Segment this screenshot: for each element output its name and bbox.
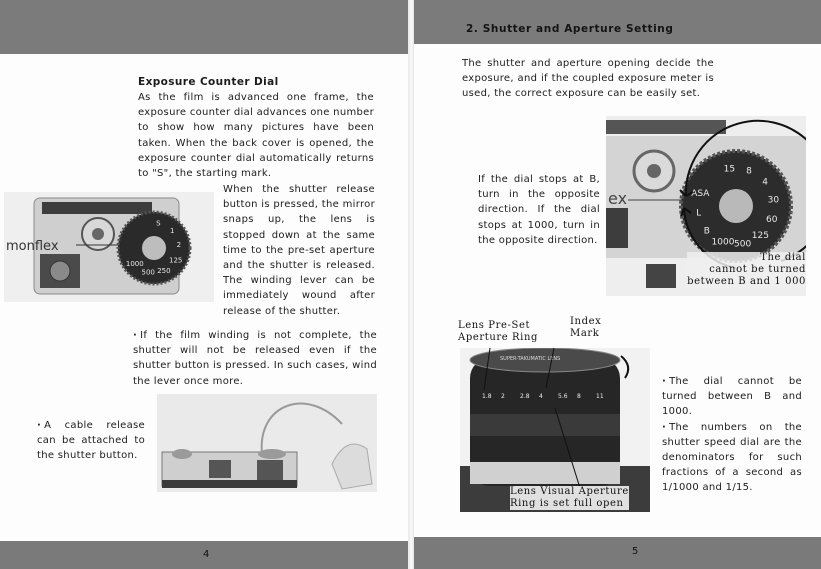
dial-mark: 1000 [125, 260, 144, 269]
bottom-gray-band [0, 541, 410, 569]
dial-mark: 500 [141, 268, 155, 277]
dial-mark: ASA [691, 189, 710, 199]
lens-name-text: SUPER-TAKUMATIC LENS [500, 356, 561, 362]
index-mark-caption [570, 316, 601, 340]
dial-mark: 15 [723, 164, 736, 175]
dial-stop-text: If the dial stops at B, turn in the opposite direction. If the dial stops at 1000, turn in the opposite direction. [478, 174, 600, 246]
left-page [0, 0, 410, 569]
dial-caption-line: between B and 1 000 [687, 276, 806, 287]
dial-mark: 8 [746, 166, 752, 177]
dial-mark: 60 [765, 215, 778, 225]
dial-note: · The dial cannot be turned between B and 1000. [662, 374, 802, 420]
aperture-mark: 4 [539, 393, 543, 400]
caption-line: Lens Pre-Set [458, 320, 531, 331]
dial-mark: S [156, 219, 161, 228]
dial-mark: 1 [169, 226, 175, 235]
hand-icon [332, 444, 372, 489]
brand-text: monflex [6, 239, 59, 254]
caption-line: Index [570, 316, 602, 327]
page-number-right: 5 [632, 546, 639, 557]
dial-mark: L [696, 208, 702, 219]
cable-icon [262, 404, 342, 454]
shutter-release-text: When the shutter release button is pressed, the mirror snaps up, the lens is stopped down at the same time to the pre-set aperture and the shutter is released. The winding lever can be immediately wound after release of the shutter. [223, 184, 375, 317]
dial-caption-line: cannot be turned [709, 264, 806, 275]
dial-mark: 125 [751, 231, 769, 242]
aperture-mark: 8 [577, 393, 581, 400]
dial-mark: 125 [169, 256, 183, 265]
dial-mark: 1000 [711, 237, 735, 248]
bottom-gray-band [414, 537, 821, 569]
turn-arrow-icon [621, 356, 628, 378]
brand-text: ex [608, 189, 628, 208]
aperture-mark: 2.8 [520, 393, 530, 400]
dial-mark: 30 [767, 195, 780, 206]
aperture-mark: 5.6 [558, 393, 568, 400]
cable-release-note: · A cable release can be attached to the shutter button. [37, 418, 145, 464]
aperture-mark: 2 [501, 393, 505, 400]
winding-note: · If the film winding is not complete, the shutter will not be released even if the shutter button is pressed. In such cases, wind the lever once more. [133, 328, 377, 389]
exposure-counter-heading: Exposure Counter Dial [138, 76, 279, 88]
caption-line: Ring is set full open [510, 498, 624, 509]
aperture-mark: 1.8 [482, 393, 492, 400]
cable-release-photo [157, 394, 377, 492]
dial-mark: 2 [176, 241, 182, 250]
top-gray-band [0, 0, 410, 54]
exposure-counter-section [138, 76, 374, 181]
page-number-left: 4 [203, 549, 210, 560]
camera-top-illustration [4, 192, 214, 302]
dial-mark: 250 [157, 267, 171, 275]
caption-line: Lens Visual Aperture [510, 486, 629, 497]
intro-text: The shutter and aperture opening decide the exposure, and if the coupled exposure meter is used, the correct exposure can be easily set. [462, 58, 714, 100]
dial-mark: B [703, 226, 710, 237]
dial-mark: 500 [734, 239, 752, 250]
dial-note: · The numbers on the shutter speed dial are the denominators for such fractions of a second as 1/1000 and 1/15. [662, 420, 802, 496]
caption-line: Aperture Ring [458, 332, 539, 343]
shutter-dial-photo [606, 116, 806, 296]
preset-ring-caption [458, 320, 538, 344]
dial-caption [687, 252, 806, 288]
caption-line: Mark [570, 328, 600, 339]
dial-caption-line: The dial [760, 252, 806, 263]
visual-aperture-caption [510, 486, 629, 510]
exposure-counter-text: As the film is advanced one frame, the exposure counter dial advances one number to show how many pictures have been taken. When the back cover is opened, the exposure counter dial automatically returns to "S", the starting mark. [138, 92, 375, 180]
top-gray-band [414, 0, 821, 44]
dial-mark: 4 [762, 177, 768, 188]
section-title: 2. Shutter and Aperture Setting [466, 23, 674, 35]
right-page [414, 0, 821, 569]
aperture-mark: 11 [596, 393, 604, 400]
exposure-counter-photo [4, 192, 214, 302]
dial-notes [662, 374, 802, 496]
